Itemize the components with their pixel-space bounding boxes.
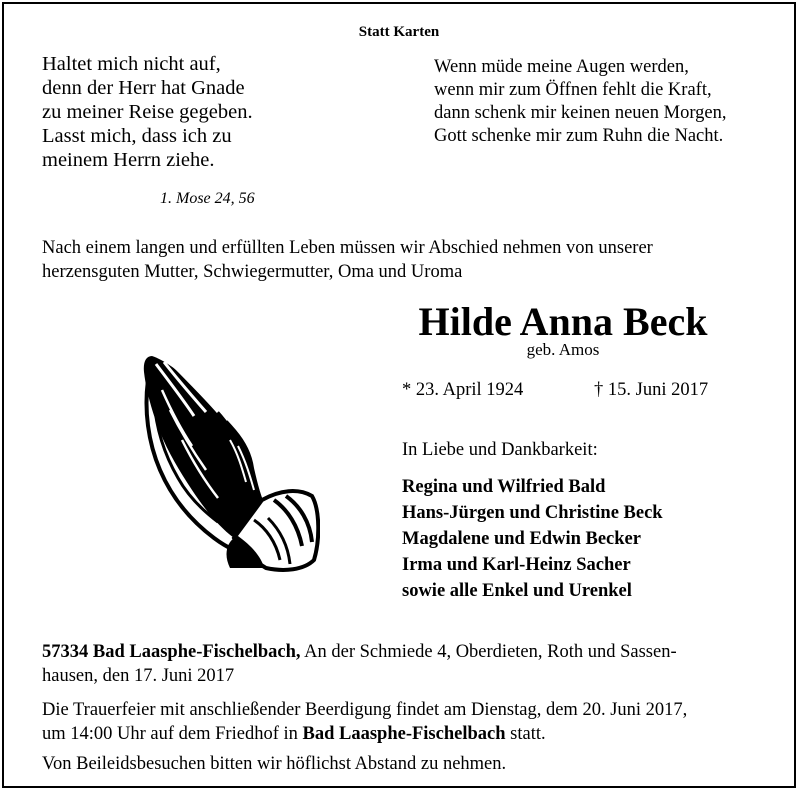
funeral-place: Bad Laasphe-Fischelbach bbox=[302, 724, 506, 744]
birth-date: * 23. April 1924 bbox=[402, 380, 524, 400]
poem-left-line: meinem Herrn ziehe. bbox=[42, 149, 215, 171]
funeral-line bbox=[42, 722, 687, 746]
deceased-name: Hilde Anna Beck bbox=[418, 299, 708, 344]
address-line bbox=[42, 640, 677, 664]
poem-left bbox=[42, 52, 253, 172]
poem-left-line: zu meiner Reise gegeben. bbox=[42, 101, 253, 123]
death-date: † 15. Juni 2017 bbox=[594, 380, 709, 400]
maiden-name: geb. Amos bbox=[526, 340, 600, 359]
address-block bbox=[42, 640, 677, 688]
poem-right-line: dann schenk mir keinen neuen Morgen, bbox=[434, 103, 727, 123]
header-statt-karten: Statt Karten bbox=[358, 24, 440, 40]
funeral-text: um 14:00 Uhr auf dem Friedhof in bbox=[42, 724, 303, 744]
closing-note: Von Beileidsbesuchen bitten wir höflichst Abstand zu nehmen. bbox=[42, 754, 507, 774]
poem-right-line: Wenn müde meine Augen werden, bbox=[434, 57, 689, 77]
funeral-line: Die Trauerfeier mit anschließender Beerdigung findet am Dienstag, dem 20. Juni 2017, bbox=[42, 700, 688, 720]
poem-left-line: Haltet mich nicht auf, bbox=[42, 53, 221, 75]
intro-line: herzensguten Mutter, Schwiegermutter, Oma und Uroma bbox=[42, 262, 463, 282]
verse-reference: 1. Mose 24, 56 bbox=[160, 190, 255, 207]
mourners-intro: In Liebe und Dankbarkeit: bbox=[402, 440, 598, 460]
address-rest: An der Schmiede 4, Oberdieten, Roth und Sassen- bbox=[300, 642, 677, 662]
mourner-name: sowie alle Enkel und Urenkel bbox=[402, 581, 632, 601]
address-place: 57334 Bad Laasphe-Fischelbach, bbox=[42, 642, 301, 662]
poem-right bbox=[434, 56, 727, 148]
intro-line: Nach einem langen und erfüllten Leben müssen wir Abschied nehmen von unserer bbox=[42, 238, 653, 258]
mourner-name: Irma und Karl-Heinz Sacher bbox=[402, 555, 631, 575]
mourners-list bbox=[402, 474, 663, 604]
poem-left-line: Lasst mich, dass ich zu bbox=[42, 125, 232, 147]
mourner-name: Hans-Jürgen und Christine Beck bbox=[402, 503, 663, 523]
funeral-info bbox=[42, 698, 687, 746]
poem-right-line: wenn mir zum Öffnen fehlt die Kraft, bbox=[434, 80, 712, 100]
funeral-text: statt. bbox=[505, 724, 546, 744]
poem-right-line: Gott schenke mir zum Ruhn die Nacht. bbox=[434, 126, 724, 146]
obituary-notice bbox=[2, 2, 796, 788]
praying-hands-icon bbox=[134, 350, 320, 574]
intro-text bbox=[42, 236, 653, 284]
poem-left-line: denn der Herr hat Gnade bbox=[42, 77, 245, 99]
mourner-name: Regina und Wilfried Bald bbox=[402, 477, 606, 497]
mourner-name: Magdalene und Edwin Becker bbox=[402, 529, 641, 549]
address-line: hausen, den 17. Juni 2017 bbox=[42, 666, 235, 686]
